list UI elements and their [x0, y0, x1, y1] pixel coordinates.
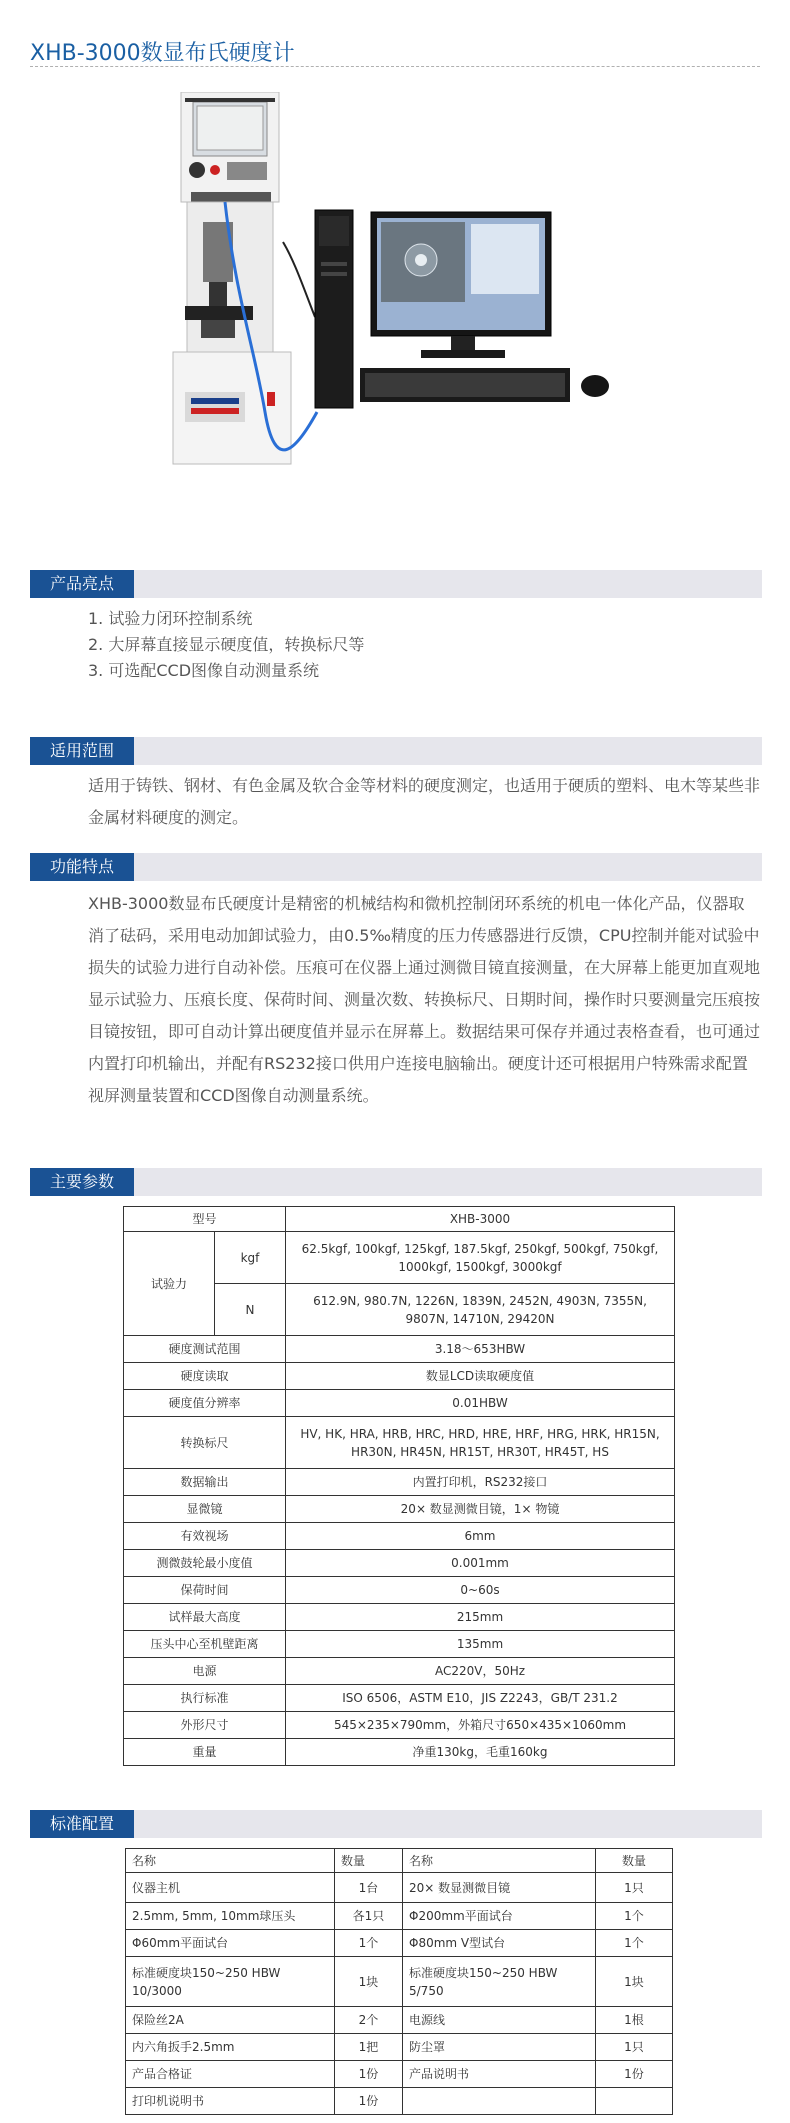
- table-row: [126, 2034, 673, 2061]
- item-qty: 1只: [596, 1873, 673, 1903]
- spec-sublabel: kgf: [215, 1232, 286, 1284]
- highlights-section-bar: [30, 570, 762, 598]
- item-qty: 1份: [596, 2061, 673, 2088]
- spec-value: 215mm: [286, 1604, 675, 1631]
- spec-label: 执行标准: [124, 1685, 286, 1712]
- item-name: Φ80mm V型试台: [403, 1930, 596, 1957]
- item-name: 标准硬度块150~250 HBW 10/3000: [126, 1957, 335, 2007]
- table-row: [124, 1631, 675, 1658]
- table-row: [124, 1550, 675, 1577]
- item-name: 产品说明书: [403, 2061, 596, 2088]
- item-name: 电源线: [403, 2007, 596, 2034]
- spec-value: 6mm: [286, 1523, 675, 1550]
- spec-sublabel: N: [215, 1284, 286, 1336]
- table-row: [124, 1232, 675, 1284]
- spec-label: 硬度读取: [124, 1363, 286, 1390]
- item-qty: 1个: [596, 1903, 673, 1930]
- item-name: 产品合格证: [126, 2061, 335, 2088]
- table-row: [124, 1417, 675, 1469]
- spec-value: 0~60s: [286, 1577, 675, 1604]
- scope-section-bar: [30, 737, 762, 765]
- spec-label: 硬度值分辨率: [124, 1390, 286, 1417]
- item-name: 2.5mm, 5mm, 10mm球压头: [126, 1903, 335, 1930]
- table-row: [124, 1496, 675, 1523]
- item-qty: 1根: [596, 2007, 673, 2034]
- table-row: [124, 1577, 675, 1604]
- specs-header: 主要参数: [30, 1168, 134, 1196]
- spec-label: 有效视场: [124, 1523, 286, 1550]
- spec-value: AC220V，50Hz: [286, 1658, 675, 1685]
- item-qty: 1块: [596, 1957, 673, 2007]
- item-qty: 1份: [335, 2088, 403, 2115]
- table-row: [126, 1957, 673, 2007]
- col-header-name: 名称: [126, 1849, 335, 1873]
- spec-value: 545×235×790mm，外箱尺寸650×435×1060mm: [286, 1712, 675, 1739]
- item-name: 保险丝2A: [126, 2007, 335, 2034]
- item-qty: 1个: [335, 1930, 403, 1957]
- standard-header: 标准配置: [30, 1810, 134, 1838]
- scope-header: 适用范围: [30, 737, 134, 765]
- item-qty: 1份: [335, 2061, 403, 2088]
- features-header: 功能特点: [30, 853, 134, 881]
- spec-label: 测微鼓轮最小度值: [124, 1550, 286, 1577]
- item-qty: 1个: [596, 1930, 673, 1957]
- item-name: Φ200mm平面试台: [403, 1903, 596, 1930]
- specs-table: [123, 1206, 675, 1766]
- table-row: [126, 1903, 673, 1930]
- standard-config-table: [125, 1848, 673, 2115]
- item-name: 仪器主机: [126, 1873, 335, 1903]
- table-row: [124, 1658, 675, 1685]
- spec-label: 数据输出: [124, 1469, 286, 1496]
- col-header-qty: 数量: [335, 1849, 403, 1873]
- item-name: 打印机说明书: [126, 2088, 335, 2115]
- item-name: Φ60mm平面试台: [126, 1930, 335, 1957]
- highlights-header: 产品亮点: [30, 570, 134, 598]
- table-row: [124, 1523, 675, 1550]
- table-row: [124, 1363, 675, 1390]
- item-qty: 1只: [596, 2034, 673, 2061]
- spec-label: 显微镜: [124, 1496, 286, 1523]
- item-name: 内六角扳手2.5mm: [126, 2034, 335, 2061]
- highlight-item: 1. 试验力闭环控制系统: [88, 609, 253, 628]
- item-qty: 各1只: [335, 1903, 403, 1930]
- spec-label: 型号: [124, 1207, 286, 1232]
- item-name: 防尘罩: [403, 2034, 596, 2061]
- page-title: XHB-3000数显布氏硬度计: [30, 41, 295, 66]
- spec-label: 转换标尺: [124, 1417, 286, 1469]
- col-header-name: 名称: [403, 1849, 596, 1873]
- standard-section-bar: [30, 1810, 762, 1838]
- spec-label: 外形尺寸: [124, 1712, 286, 1739]
- table-row: [126, 2088, 673, 2115]
- features-section-bar: [30, 853, 762, 881]
- spec-label: 保荷时间: [124, 1577, 286, 1604]
- spec-value: 62.5kgf, 100kgf, 125kgf, 187.5kgf, 250kgf, 500kgf, 750kgf, 1000kgf, 1500kgf, 3000kgf: [286, 1232, 675, 1284]
- spec-value: 3.18～653HBW: [286, 1336, 675, 1363]
- table-row: [124, 1685, 675, 1712]
- table-header-row: [126, 1849, 673, 1873]
- scope-text: 适用于铸铁、钢材、有色金属及软合金等材料的硬度测定，也适用于硬质的塑料、电木等某些非金属材料硬度的测定。: [88, 776, 761, 827]
- spec-label: 压头中心至机壁距离: [124, 1631, 286, 1658]
- table-row: [126, 2007, 673, 2034]
- spec-value: 数显LCD读取硬度值: [286, 1363, 675, 1390]
- specs-section-bar: [30, 1168, 762, 1196]
- table-row: [124, 1739, 675, 1766]
- spec-value: HV, HK, HRA, HRB, HRC, HRD, HRE, HRF, HRG, HRK, HR15N, HR30N, HR45N, HR15T, HR30T, HR45T, HS: [286, 1417, 675, 1469]
- table-row: [126, 2061, 673, 2088]
- spec-label: 硬度测试范围: [124, 1336, 286, 1363]
- spec-value: 净重130kg，毛重160kg: [286, 1739, 675, 1766]
- spec-value: 0.001mm: [286, 1550, 675, 1577]
- table-row: [124, 1390, 675, 1417]
- table-row: [124, 1712, 675, 1739]
- spec-value: 135mm: [286, 1631, 675, 1658]
- item-name: 标准硬度块150~250 HBW 5/750: [403, 1957, 596, 2007]
- product-image: [165, 92, 645, 512]
- item-name: 20× 数显测微目镜: [403, 1873, 596, 1903]
- table-row: [126, 1873, 673, 1903]
- table-row: [124, 1604, 675, 1631]
- item-qty: [596, 2088, 673, 2115]
- table-row: [124, 1336, 675, 1363]
- spec-label: 试验力: [124, 1232, 215, 1336]
- table-row: [124, 1207, 675, 1232]
- highlights-list: [88, 606, 364, 684]
- spec-value: 内置打印机，RS232接口: [286, 1469, 675, 1496]
- spec-label: 重量: [124, 1739, 286, 1766]
- spec-label: 试样最大高度: [124, 1604, 286, 1631]
- spec-value: XHB-3000: [286, 1207, 675, 1232]
- features-text: XHB-3000数显布氏硬度计是精密的机械结构和微机控制闭环系统的机电一体化产品，仪器取消了砝码，采用电动加卸试验力，由0.5‰精度的压力传感器进行反馈，CPU控制并能对试验中损失的试验力进行自动补偿。压痕可在仪器上通过测微目镜直接测量，在大屏幕上能更加直观地显示试验力、压痕长度、保荷时间、测量次数、转换标尺、日期时间，操作时只要测量完压痕按目镜按钮，即可自动计算出硬度值并显示在屏幕上。数据结果可保存并通过表格查看，也可通过内置打印机输出，并配有RS232接口供用户连接电脑输出。硬度计还可根据用户特殊需求配置视屏测量装置和CCD图像自动测量系统。: [88, 894, 761, 1105]
- spec-value: ISO 6506，ASTM E10，JIS Z2243，GB/T 231.2: [286, 1685, 675, 1712]
- item-name: [403, 2088, 596, 2115]
- item-qty: 1块: [335, 1957, 403, 2007]
- highlight-item: 2. 大屏幕直接显示硬度值，转换标尺等: [88, 635, 365, 654]
- item-qty: 1台: [335, 1873, 403, 1903]
- title-divider: [30, 66, 760, 67]
- table-row: [126, 1930, 673, 1957]
- spec-value: 20× 数显测微目镜，1× 物镜: [286, 1496, 675, 1523]
- item-qty: 2个: [335, 2007, 403, 2034]
- spec-label: 电源: [124, 1658, 286, 1685]
- spec-value: 0.01HBW: [286, 1390, 675, 1417]
- spec-value: 612.9N, 980.7N, 1226N, 1839N, 2452N, 4903N, 7355N, 9807N, 14710N, 29420N: [286, 1284, 675, 1336]
- table-row: [124, 1469, 675, 1496]
- item-qty: 1把: [335, 2034, 403, 2061]
- col-header-qty: 数量: [596, 1849, 673, 1873]
- highlight-item: 3. 可选配CCD图像自动测量系统: [88, 661, 320, 680]
